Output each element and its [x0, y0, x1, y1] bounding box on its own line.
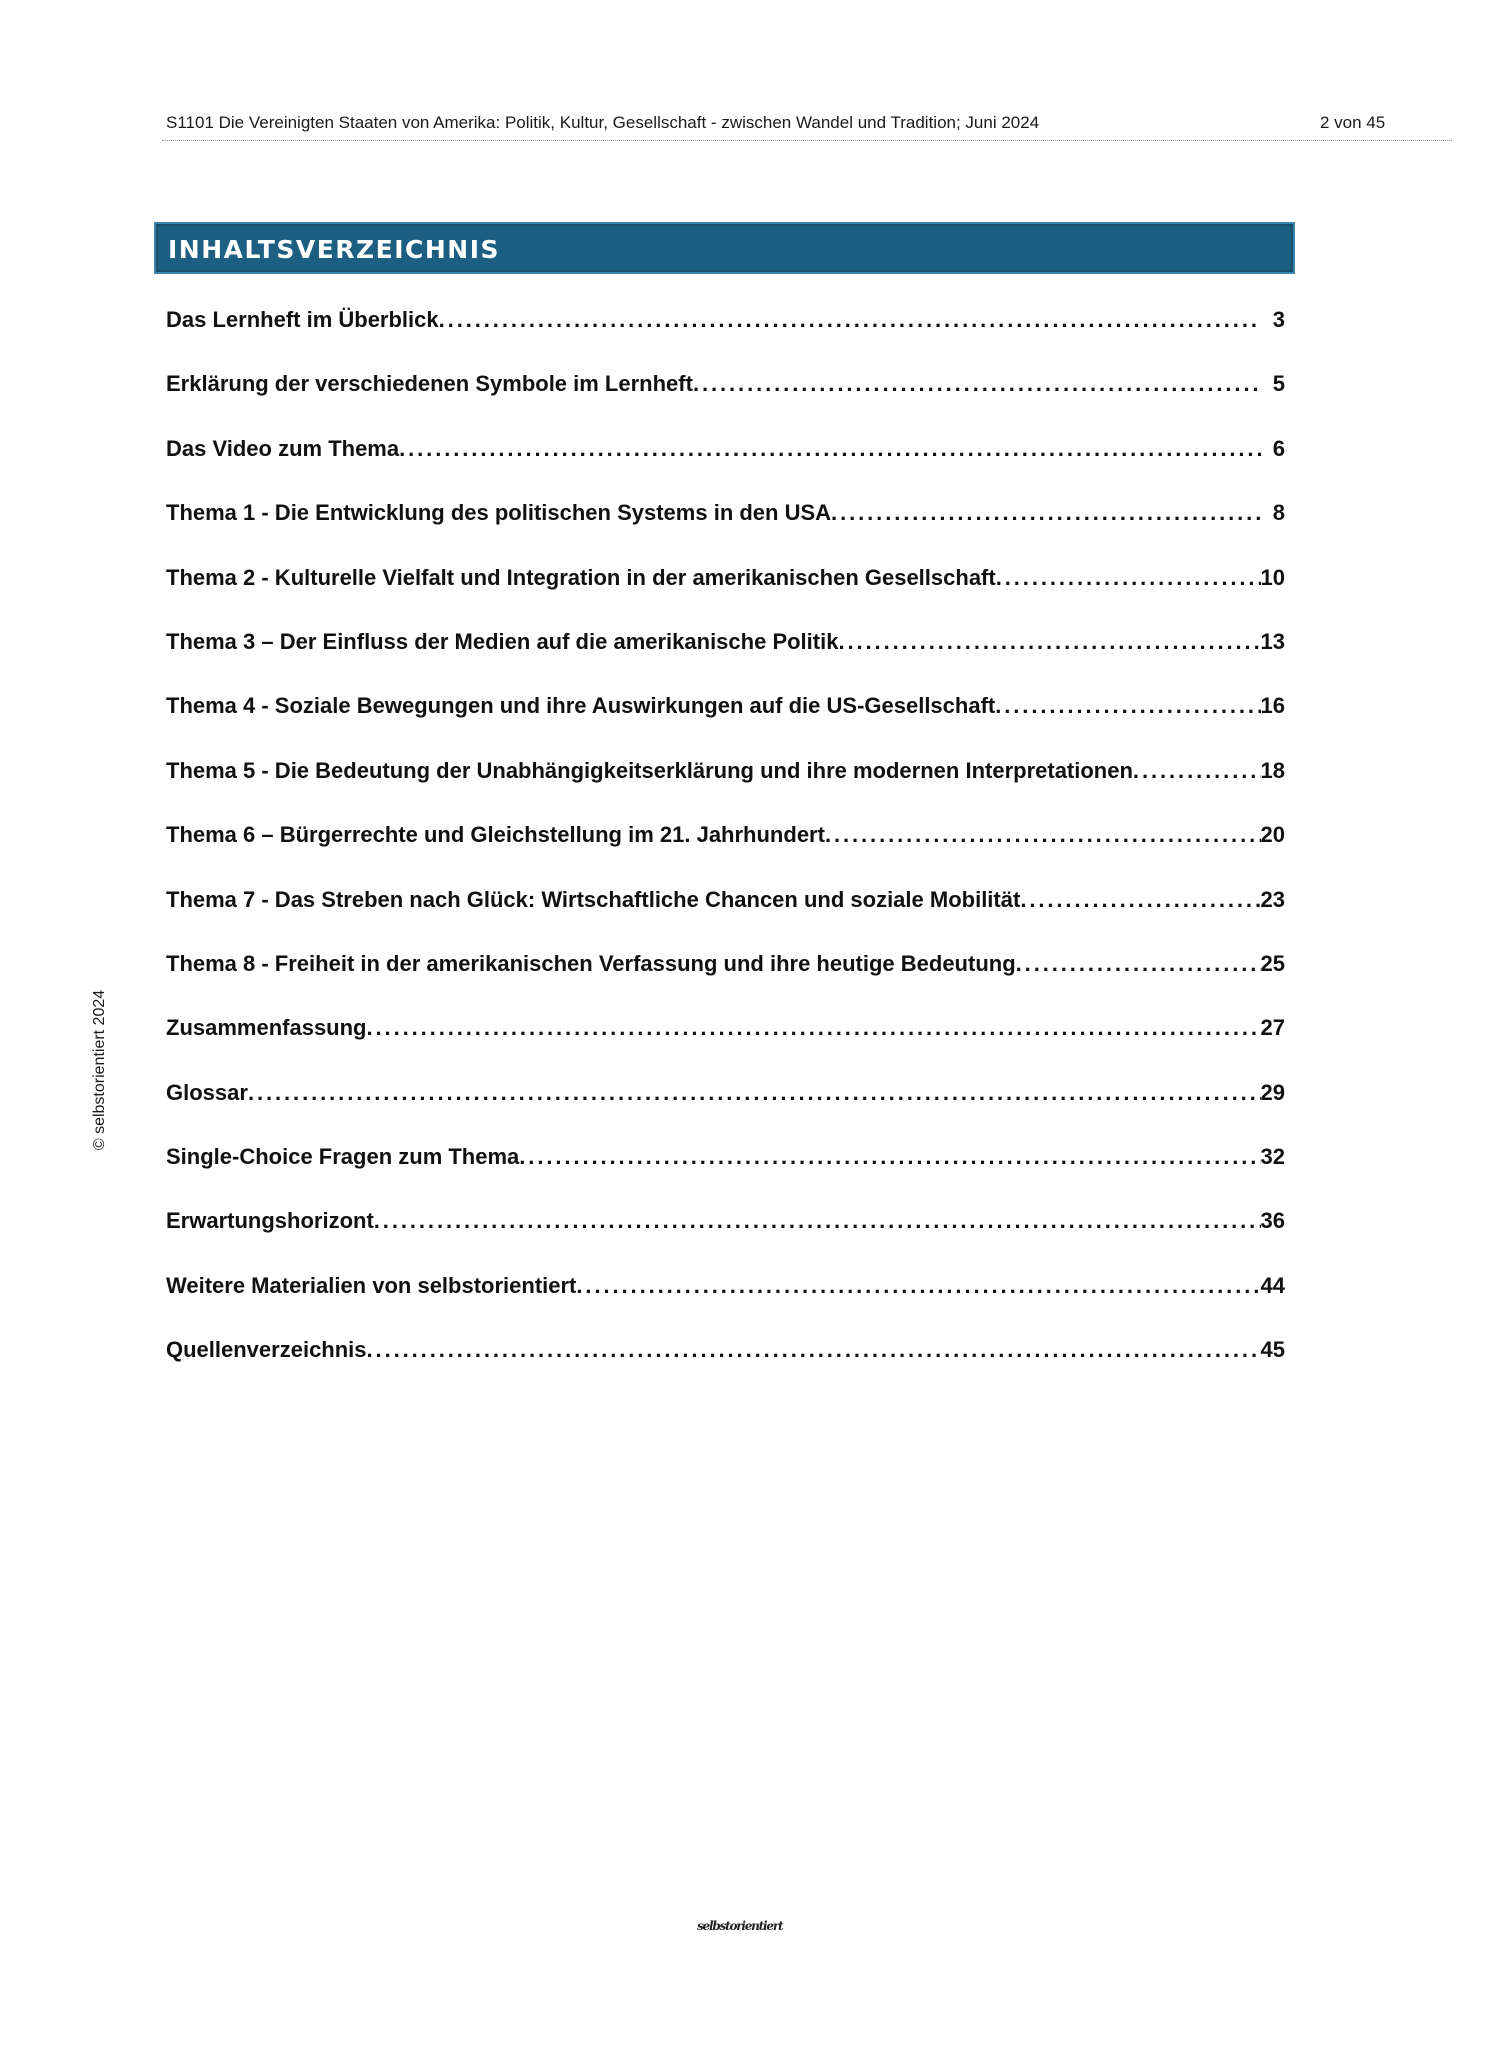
toc-entry[interactable]	[166, 1139, 1285, 1203]
toc-entry[interactable]	[166, 946, 1285, 1010]
toc-entry-page: 29	[1260, 1079, 1285, 1105]
toc-entry-title: Das Lernheft im Überblick	[166, 307, 439, 332]
toc-heading-bar	[154, 222, 1295, 274]
toc-entry-page: 8	[1272, 500, 1285, 526]
toc-entry[interactable]	[166, 882, 1285, 946]
toc-entry-page: 13	[1260, 628, 1285, 654]
toc-entry[interactable]	[166, 1203, 1285, 1267]
toc-entry-title: Glossar	[166, 1079, 248, 1105]
toc-entry[interactable]	[166, 560, 1285, 624]
toc-entry[interactable]	[166, 1010, 1285, 1074]
toc-heading: INHALTSVERZEICHNIS	[168, 235, 501, 264]
toc-entry-page: 32	[1260, 1144, 1285, 1170]
logo-text: selbstorientiert	[697, 1919, 783, 1933]
dot-leader	[367, 1332, 1261, 1368]
dot-leader	[996, 560, 1261, 596]
toc-entry-page: 36	[1260, 1208, 1285, 1234]
table-of-contents	[166, 302, 1285, 1397]
toc-entry[interactable]	[166, 1075, 1285, 1139]
toc-entry-page: 45	[1260, 1337, 1285, 1363]
page-header	[162, 112, 1452, 141]
toc-entry-title: Single-Choice Fragen zum Thema	[166, 1144, 520, 1170]
toc-entry-page: 27	[1260, 1015, 1285, 1041]
toc-entry-page: 16	[1260, 693, 1285, 719]
toc-entry[interactable]	[166, 753, 1285, 817]
toc-entry-title: Thema 5 - Die Bedeutung der Unabhängigkeitserklärung und ihre modernen Interpretationen	[166, 757, 1133, 783]
toc-entry-page: 3	[1272, 307, 1285, 332]
toc-entry-title: Das Video zum Thema	[166, 435, 400, 461]
toc-entry[interactable]	[166, 495, 1285, 559]
copyright-text: © selbstorientiert 2024	[91, 989, 108, 1151]
dot-leader	[399, 431, 1261, 467]
toc-entry-title: Thema 8 - Freiheit in der amerikanischen Verfassung und ihre heutige Bedeutung	[166, 950, 1016, 976]
toc-entry-title: Erwartungshorizont	[166, 1208, 374, 1234]
toc-entry-title: Thema 2 - Kulturelle Vielfalt und Integration in der amerikanischen Gesellschaft	[166, 564, 996, 590]
dot-leader	[439, 302, 1261, 338]
toc-entry-page: 10	[1260, 564, 1285, 590]
dot-leader	[367, 1010, 1261, 1046]
footer-logo	[697, 1917, 783, 1941]
dot-leader	[1020, 882, 1260, 918]
toc-entry[interactable]	[166, 302, 1285, 366]
toc-entry-page: 20	[1260, 822, 1285, 848]
dot-leader	[248, 1075, 1261, 1111]
toc-entry[interactable]	[166, 624, 1285, 688]
toc-entry[interactable]	[166, 817, 1285, 881]
page-number: 2 von 45	[1320, 113, 1386, 132]
toc-entry-page: 5	[1272, 371, 1285, 397]
toc-entry-page: 44	[1260, 1272, 1285, 1298]
dot-leader	[838, 624, 1260, 660]
toc-entry-title: Thema 4 - Soziale Bewegungen und ihre Auswirkungen auf die US-Gesellschaft	[166, 693, 996, 719]
toc-entry-title: Thema 7 - Das Streben nach Glück: Wirtschaftliche Chancen und soziale Mobilität	[166, 886, 1021, 912]
toc-entry-title: Thema 1 - Die Entwicklung des politischen Systems in den USA	[166, 500, 832, 526]
toc-entry[interactable]	[166, 431, 1285, 495]
toc-entry[interactable]	[166, 366, 1285, 430]
toc-entry-title: Thema 3 – Der Einfluss der Medien auf die amerikanische Politik	[166, 628, 839, 654]
dot-leader	[693, 366, 1261, 402]
toc-entry[interactable]	[166, 1268, 1285, 1332]
toc-entry[interactable]	[166, 688, 1285, 752]
toc-entry-page: 23	[1260, 886, 1285, 912]
toc-entry-title: Zusammenfassung	[166, 1015, 367, 1041]
toc-entry-title: Quellenverzeichnis	[166, 1337, 367, 1363]
dot-leader	[1133, 753, 1261, 789]
dot-leader	[825, 817, 1261, 853]
document-title: S1101 Die Vereinigten Staaten von Amerika: Politik, Kultur, Gesellschaft - zwischen Wandel und Tradition; Juni 2024	[166, 113, 1040, 132]
toc-entry-title: Weitere Materialien von selbstorientiert	[166, 1272, 577, 1298]
dot-leader	[1016, 946, 1261, 982]
dot-leader	[576, 1268, 1260, 1304]
toc-entry-title: Thema 6 – Bürgerrechte und Gleichstellung im 21. Jahrhundert	[166, 822, 825, 848]
dot-leader	[374, 1203, 1261, 1239]
dot-leader	[831, 495, 1261, 531]
dot-leader	[519, 1139, 1260, 1175]
dot-leader	[995, 688, 1260, 724]
toc-entry-title: Erklärung der verschiedenen Symbole im Lernheft	[166, 371, 693, 397]
toc-entry-page: 25	[1260, 950, 1285, 976]
toc-entry[interactable]	[166, 1332, 1285, 1396]
toc-entry-page: 6	[1272, 435, 1285, 461]
toc-entry-page: 18	[1260, 757, 1285, 783]
